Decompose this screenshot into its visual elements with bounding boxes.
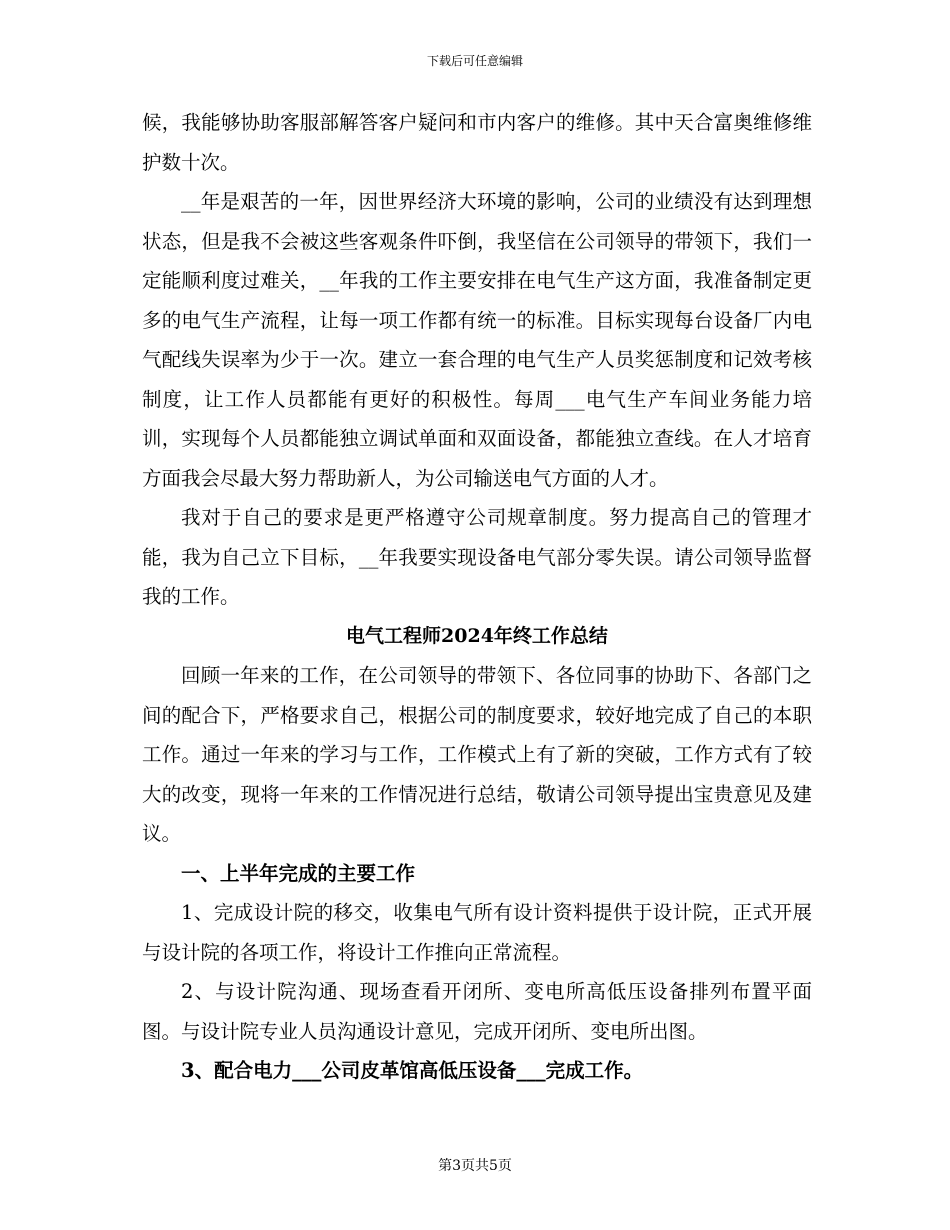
paragraph-4: 回顾一年来的工作，在公司领导的带领下、各位同事的协助下、各部门之间的配合下，严格要求自己，根据公司的制度要求，较好地完成了自己的本职工作。通过一年来的学习与工作，工作模式上有了新的突破，工作方式有了较大的改变，现将一年来的工作情况进行总结，敬请公司领导提出宝贵意见及建议。 (142, 664, 812, 845)
paragraph-7: 3、配合电力___公司皮革馆高低压设备___完成工作。 (181, 1059, 644, 1082)
paragraph-1: 候，我能够协助客服部解答客户疑问和市内客户的维修。其中天合富奥维修维护数十次。 (142, 111, 812, 174)
page-header: 下载后可任意编辑 (426, 54, 523, 68)
document-title: 电气工程师2024年终工作总结 (346, 624, 608, 647)
paragraph-5: 1、完成设计院的移交，收集电气所有设计资料提供于设计院，正式开展与设计院的各项工作，将设计工作推向正常流程。 (142, 901, 812, 964)
paragraph-3: 我对于自己的要求是更严格遵守公司规章制度。努力提高自己的管理才能，我为自己立下目标，__年我要实现设备电气部分零失误。请公司领导监督我的工作。 (142, 506, 812, 608)
page-number: 第3页共5页 (438, 1158, 512, 1174)
section-heading-1: 一、上半年完成的主要工作 (181, 861, 416, 885)
paragraph-2: __年是艰苦的一年，因世界经济大环境的影响，公司的业绩没有达到理想状态，但是我不会被这些客观条件吓倒，我坚信在公司领导的带领下，我们一定能顺利度过难关，__年我的工作主要安排在电气生产这方面，我准备制定更多的电气生产流程，让每一项工作都有统一的标准。目标实现每台设备厂内电气配线失误率为少于一次。建立一套合理的电气生产人员奖惩制度和记效考核制度，让工作人员都能有更好的积极性。每周___电气生产车间业务能力培训，实现每个人员都能独立调试单面和双面设备，都能独立查线。在人才培育方面我会尽最大努力帮助新人，为公司输送电气方面的人才。 (142, 190, 812, 490)
paragraph-6: 2、与设计院沟通、现场查看开闭所、变电所高低压设备排列布置平面图。与设计院专业人员沟通设计意见，完成开闭所、变电所出图。 (142, 980, 812, 1043)
document-body (142, 103, 812, 1091)
